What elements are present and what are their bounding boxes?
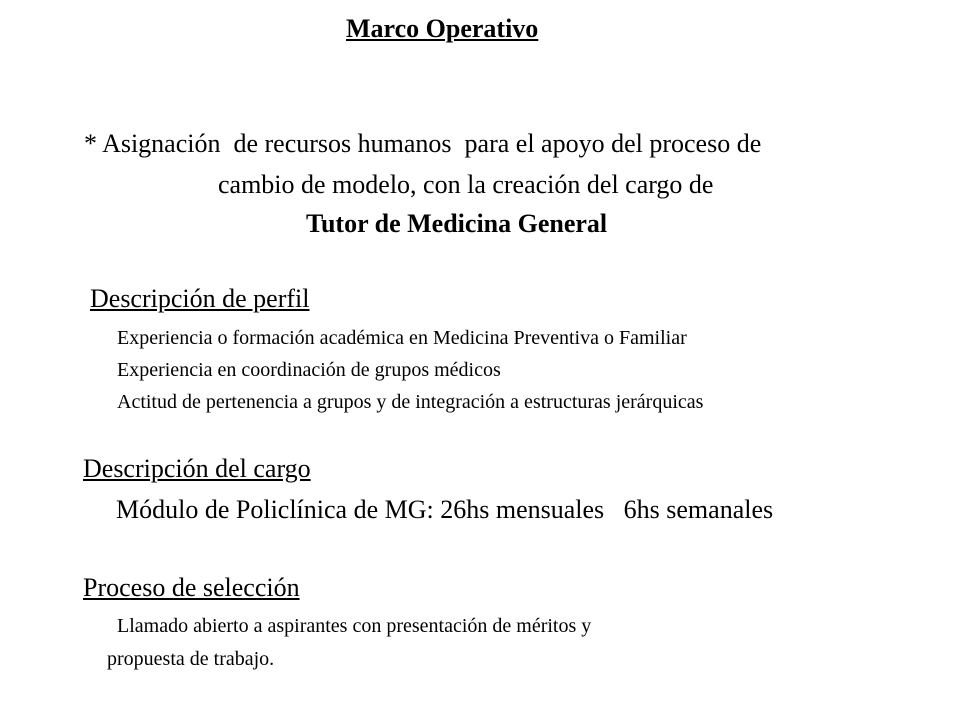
cargo-heading: Descripción del cargo: [83, 454, 311, 483]
page-title: Marco Operativo: [346, 14, 539, 43]
seleccion-line-1: Llamado abierto a aspirantes con presentación de méritos y: [117, 615, 592, 637]
perfil-item-2: Experiencia en coordinación de grupos médicos: [117, 359, 501, 381]
intro-job-title: Tutor de Medicina General: [306, 209, 608, 238]
perfil-item-3: Actitud de pertenencia a grupos y de integración a estructuras jerárquicas: [117, 391, 704, 413]
cargo-line-1: Módulo de Policlínica de MG: 26hs mensuales 6hs semanales: [116, 495, 774, 524]
seleccion-heading: Proceso de selección: [83, 573, 300, 602]
intro-line-1: * Asignación de recursos humanos para el apoyo del proceso de: [84, 129, 762, 158]
intro-line-2: cambio de modelo, con la creación del cargo de: [218, 170, 714, 199]
seleccion-line-2: propuesta de trabajo.: [107, 648, 275, 670]
perfil-heading: Descripción de perfil: [90, 284, 310, 313]
perfil-item-1: Experiencia o formación académica en Medicina Preventiva o Familiar: [117, 327, 687, 349]
